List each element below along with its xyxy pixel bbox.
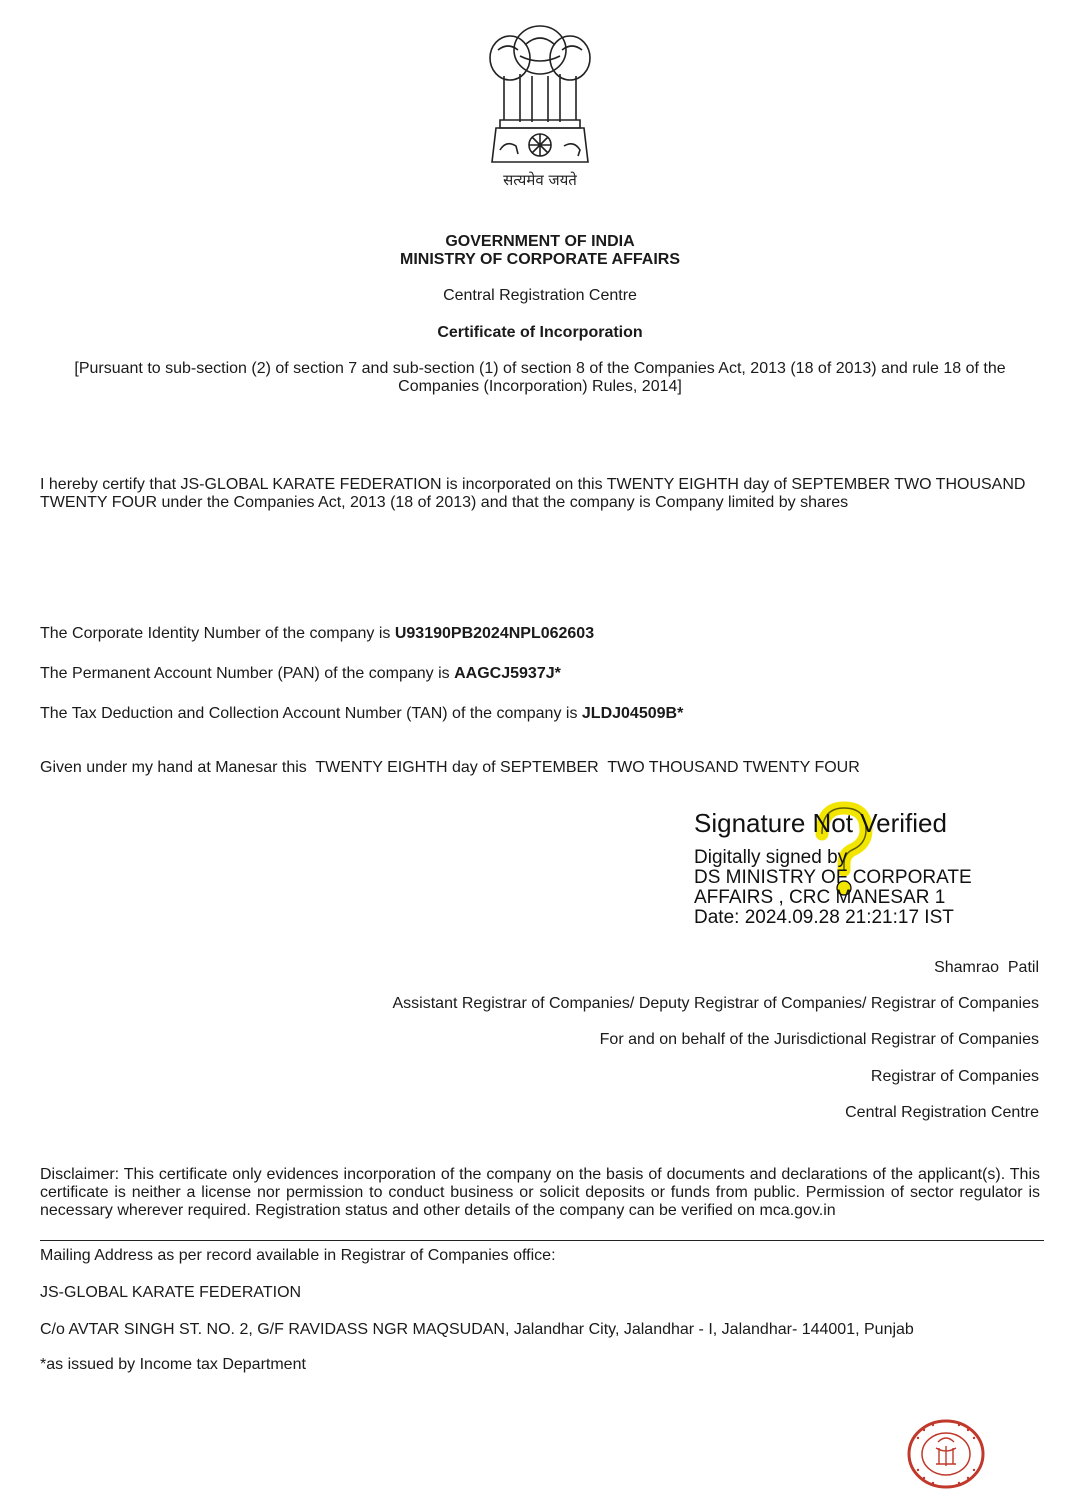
signatory-name: Shamrao Patil [934,959,1039,976]
disclaimer-text: Disclaimer: This certificate only evidences incorporation of the company on the basis of documents and declarations of the applicant(s). This certificate is neither a license nor permission to conduct business or solicit deposits or funds from public. Permission of sector regulator is necessary wherever required. Registration status and other details of the company can be verified on mca.gov.in [40,1166,1040,1219]
signatory-designation: Assistant Registrar of Companies/ Deputy Registrar of Companies/ Registrar of Companies [392,995,1039,1012]
cin-value: U93190PB2024NPL062603 [394,625,595,642]
page-title: Certificate of Incorporation [437,324,643,341]
pan-value: AAGCJ5937J* [454,665,561,682]
signature-status: Signature Not Verified [694,808,947,838]
pursuant-clause: [Pursuant to sub-section (2) of section 7 and sub-section (1) of section 8 of the Companies Act, 2013 (18 of 2013) and rule 18 of the Companies (Incorporation) Rules, 2014] [74,360,1006,395]
signature-line: AFFAIRS , CRC MANESAR 1 [694,887,946,908]
national-motto: सत्यमेव जयते [503,171,577,189]
footnote: *as issued by Income tax Department [40,1356,306,1373]
cin-label: The Corporate Identity Number of the company is [40,625,395,642]
signature-details [694,848,972,928]
given-statement: Given under my hand at Manesar this TWENTY EIGHTH day of SEPTEMBER TWO THOUSAND TWENTY FOUR [40,759,860,776]
signatory-role: Registrar of Companies [870,1068,1039,1085]
signatory-office: Central Registration Centre [845,1104,1039,1121]
signature-line: Digitally signed by [694,847,848,868]
mailing-label: Mailing Address as per record available in Registrar of Companies office: [40,1247,556,1264]
certification-statement: I hereby certify that JS-GLOBAL KARATE FEDERATION is incorporated on this TWENTY EIGHTH day of SEPTEMBER TWO THOUSAND TWENTY FOUR under the Companies Act, 2013 (18 of 2013) and that the company is Company limited by shares [40,476,1026,511]
signature-line: DS MINISTRY OF CORPORATE [694,867,972,888]
ministry-seal-icon [906,1418,986,1490]
tan-value: JLDJ04509B* [581,705,684,722]
signature-date: Date: 2024.09.28 21:21:17 IST [694,907,954,928]
mailing-company: JS-GLOBAL KARATE FEDERATION [40,1284,302,1301]
mailing-address: C/o AVTAR SINGH ST. NO. 2, G/F RAVIDASS NGR MAQSUDAN, Jalandhar City, Jalandhar - I, Jalandhar- 144001, Punjab [40,1321,914,1338]
cin-line [40,625,594,643]
tan-line [40,705,683,723]
national-emblem-icon [470,10,610,190]
pan-line [40,665,561,683]
signatory-behalf: For and on behalf of the Jurisdictional Registrar of Companies [599,1031,1039,1048]
pan-label: The Permanent Account Number (PAN) of the company is [40,665,455,682]
government-heading: GOVERNMENT OF INDIA [445,233,635,250]
divider [40,1240,1044,1241]
office-name: Central Registration Centre [443,287,637,304]
ministry-heading: MINISTRY OF CORPORATE AFFAIRS [399,251,680,268]
tan-label: The Tax Deduction and Collection Account Number (TAN) of the company is [40,705,582,722]
